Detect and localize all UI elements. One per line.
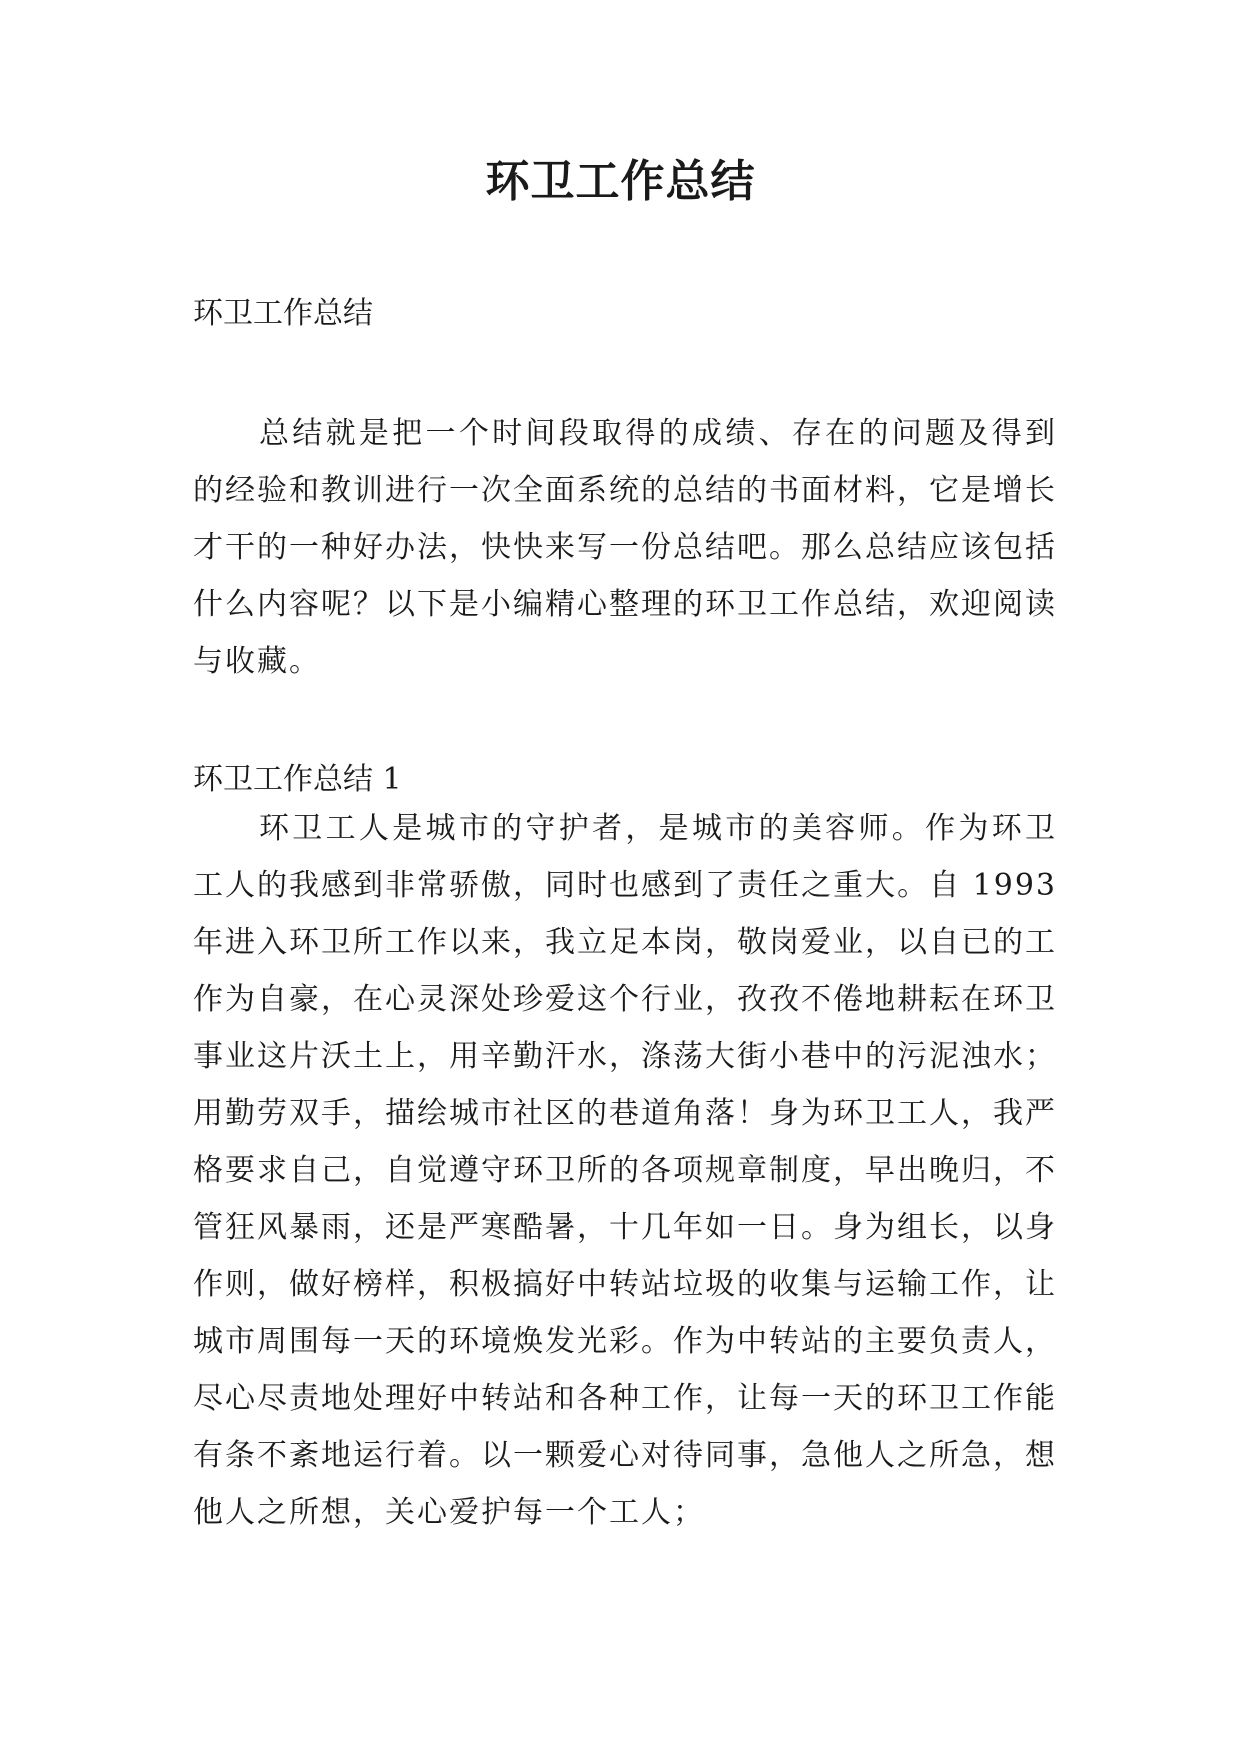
section-1-paragraph: 环卫工人是城市的守护者，是城市的美容师。作为环卫工人的我感到非常骄傲，同时也感到了责任之重大。自 1993 年进入环卫所工作以来，我立足本岗，敬岗爱业，以自已的工作为自豪，在心灵深处珍爱这个行业，孜孜不倦地耕耘在环卫事业这片沃土上，用辛勤汗水，涤荡大街小巷中的污泥浊水；用勤劳双手，描绘城市社区的巷道角落！身为环卫工人，我严格要求自己，自觉遵守环卫所的各项规章制度，早出晚归，不管狂风暴雨，还是严寒酷暑，十几年如一日。身为组长，以身作则，做好榜样，积极搞好中转站垃圾的收集与运输工作，让城市周围每一天的环境焕发光彩。作为中转站的主要负责人，尽心尽责地处理好中转站和各种工作，让每一天的环卫工作能有条不紊地运行着。以一颗爱心对待同事，急他人之所急，想他人之所想，关心爱护每一个工人； (193, 811, 1057, 1530)
document-title: 环卫工作总结 (485, 156, 756, 207)
section-heading-1: 环卫工作总结 1 (193, 762, 402, 797)
document-subtitle: 环卫工作总结 (193, 296, 373, 331)
intro-paragraph: 总结就是把一个时间段取得的成绩、存在的问题及得到的经验和教训进行一次全面系统的总结的书面材料，它是增长才干的一种好办法，快快来写一份总结吧。那么总结应该包括什么内容呢？以下是小编精心整理的环卫工作总结，欢迎阅读与收藏。 (193, 416, 1057, 679)
